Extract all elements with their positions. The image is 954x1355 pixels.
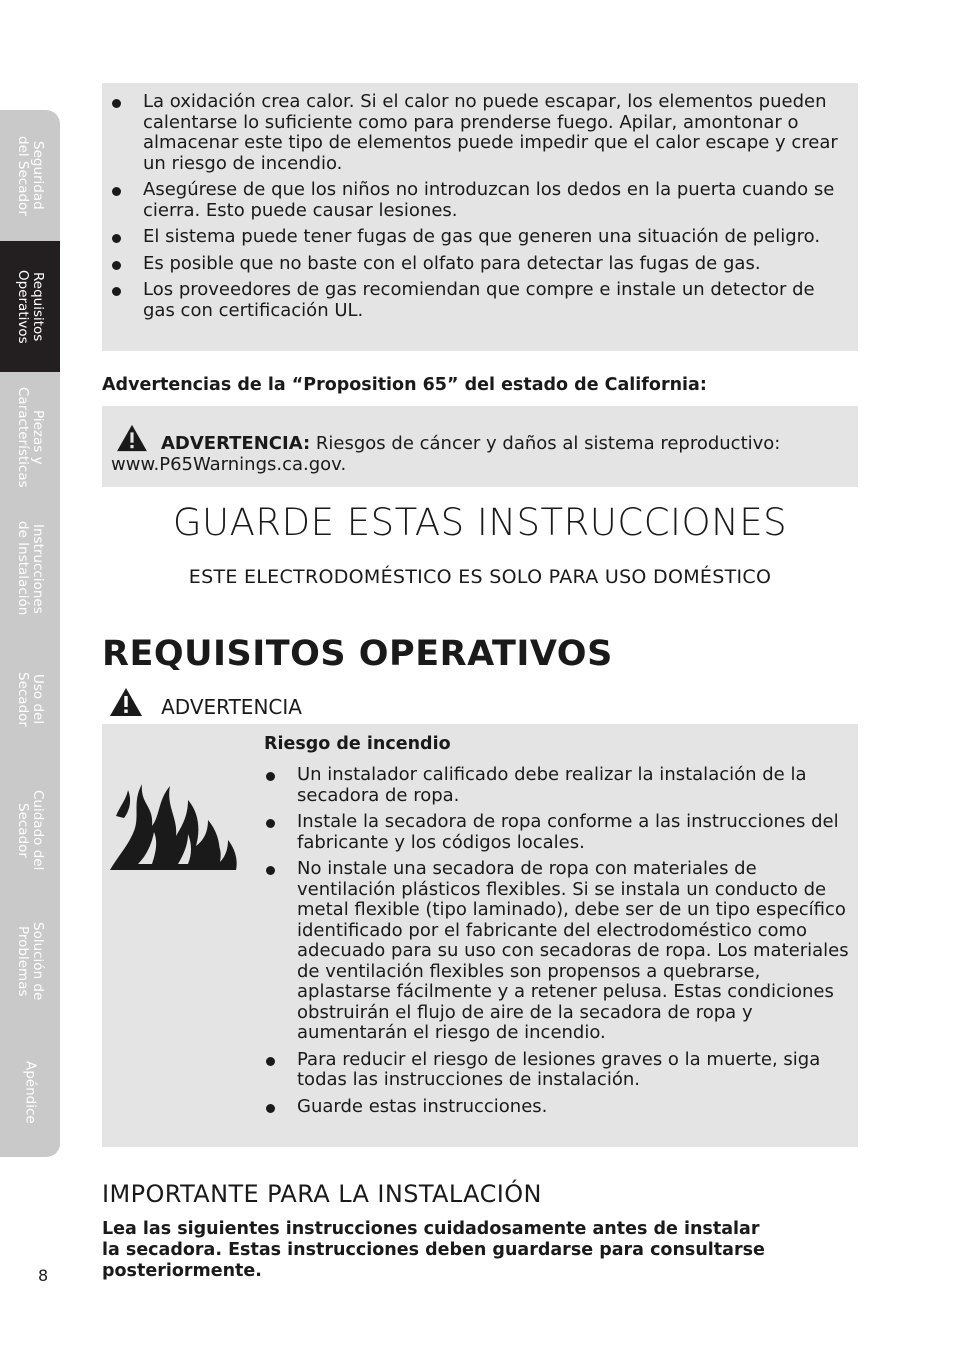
prop65-text-block [111,424,841,475]
prop65-label: ADVERTENCIA: [161,433,311,454]
top-warning-list [102,83,858,321]
tab-requisitos[interactable] [0,241,60,373]
warning-triangle-icon [108,687,144,717]
fire-list [256,765,850,1117]
section-title: REQUISITOS OPERATIVOS [102,634,613,674]
list-item: La oxidación crea calor. Si el calor no puede escapar, los elementos pueden calentarse lo suficiente como para prenderse fuego. Apilar, amontonar o almacenar este tipo de elementos puede impedir que el calor escape y crear un riesgo de incendio. [102,92,848,174]
list-item: Asegúrese de que los niños no introduzcan los dedos en la puerta cuando se cierra. Esto puede causar lesiones. [102,180,848,221]
tab-solucion[interactable] [0,896,60,1028]
tab-label: Instrucciones de Instalación [15,521,46,616]
tab-label: Cuidado del Secador [15,790,46,871]
list-item: Para reducir el riesgo de lesiones graves o la muerte, siga todas las instrucciones de instalación. [256,1050,850,1091]
tab-label: Solución de Problemas [15,922,46,1001]
fire-title: Riesgo de incendio [264,734,451,754]
tab-label: Apéndice [22,1060,39,1124]
list-item: Es posible que no baste con el olfato para detectar las fugas de gas. [102,254,848,275]
warning-label: ADVERTENCIA [161,695,302,719]
household-note: ESTE ELECTRODOMÉSTICO ES SOLO PARA USO DOMÉSTICO [188,566,772,588]
list-item: No instale una secadora de ropa con materiales de ventilación plásticos flexibles. Si se instala un conducto de metal flexible (tipo laminado), debe ser de un tipo específico identificado por el fabricante del electrodoméstico como adecuado para su uso con secadoras de ropa. Los materiales de ventilación flexibles son propensos a quebrarse, aplastarse fácilmente y a retener pelusa. Estas condiciones obstruirán el flujo de aire de la secadora de ropa y aumentarán el riesgo de incendio. [256,859,850,1044]
tab-label: Uso del Secador [15,672,46,727]
tab-uso[interactable] [0,634,60,766]
tab-apendice[interactable] [0,1027,60,1158]
top-warning-box [102,83,858,351]
install-text: Lea las siguientes instrucciones cuidadosamente antes de instalar la secadora. Estas instrucciones deben guardarse para consultarse posteriormente. [102,1219,765,1281]
tab-label: Requisitos Operativos [15,269,46,344]
warning-header [108,687,302,719]
prop65-heading: Advertencias de la “Proposition 65” del estado de California: [102,375,707,395]
tab-label: Piezas y Características [15,387,46,488]
prop65-box [102,406,858,487]
tab-cuidado[interactable] [0,765,60,897]
tab-seguridad[interactable] [0,110,60,242]
list-item: Un instalador calificado debe realizar la instalación de la secadora de ropa. [256,765,850,806]
tab-piezas[interactable] [0,372,60,504]
tab-instalacion[interactable] [0,503,60,635]
warning-triangle-icon [115,424,149,452]
list-item: El sistema puede tener fugas de gas que generen una situación de peligro. [102,227,848,248]
list-item: Instale la secadora de ropa conforme a las instrucciones del fabricante y los códigos locales. [256,812,850,853]
tab-label: Seguridad del Secador [15,135,46,216]
page-number: 8 [38,1266,49,1285]
fire-icon [108,776,240,872]
list-item: Guarde estas instrucciones. [256,1097,850,1118]
prop65-text: Riesgos de cáncer y daños al sistema reproductivo: www.P65Warnings.ca.gov. [111,433,781,475]
list-item: Los proveedores de gas recomiendan que compre e instale un detector de gas con certificación UL. [102,280,848,321]
install-heading: IMPORTANTE PARA LA INSTALACIÓN [102,1180,542,1208]
fire-hazard-box [102,724,858,1147]
save-title: GUARDE ESTAS INSTRUCCIONES [172,501,788,544]
